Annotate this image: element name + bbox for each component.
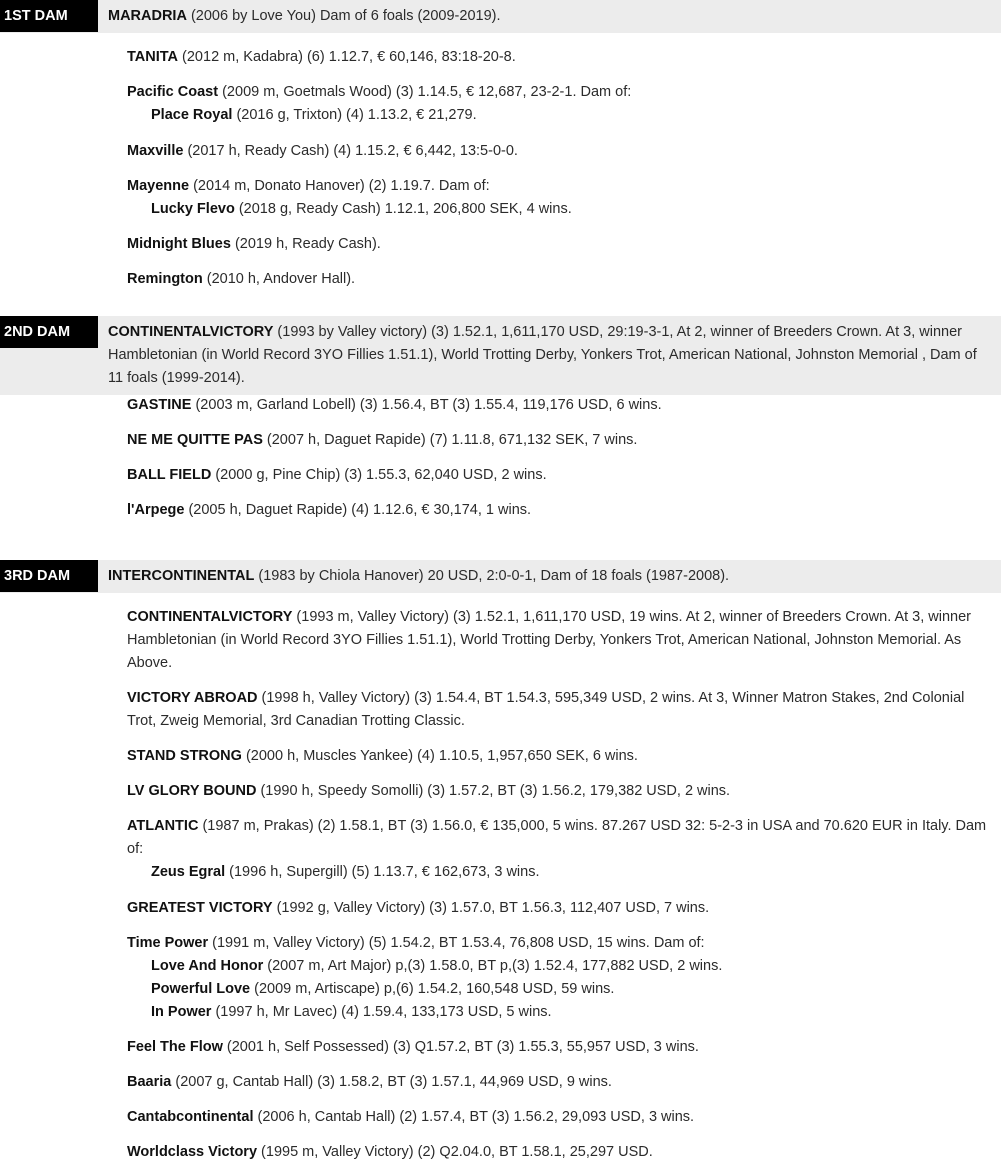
foal-details: (2000 g, Pine Chip) (3) 1.55.3, 62,040 USD, 2 wins. [211, 467, 547, 483]
foal-name: Midnight Blues [127, 236, 231, 252]
foal-name: ATLANTIC [127, 818, 199, 834]
foal-list [0, 499, 1001, 522]
foal-details: (2000 h, Muscles Yankee) (4) 1.10.5, 1,957,650 SEK, 6 wins. [241, 748, 638, 764]
foal-entry [127, 464, 987, 487]
foal-details: (2012 m, Kadabra) (6) 1.12.7, € 60,146, 83:18-20-8. [178, 49, 516, 65]
foal-name: VICTORY ABROAD [127, 690, 258, 706]
progeny-details: (1997 h, Mr Lavec) (4) 1.59.4, 133,173 USD, 5 wins. [211, 1004, 552, 1020]
foal-list [0, 745, 1001, 768]
foal-details: (2006 h, Cantab Hall) (2) 1.57.4, BT (3) 1.56.2, 29,093 USD, 3 wins. [253, 1109, 695, 1125]
foal-name: LV GLORY BOUND [127, 783, 257, 799]
foal-list [0, 394, 1001, 417]
foal-entry [127, 932, 987, 955]
foal-details: (2019 h, Ready Cash). [230, 236, 381, 252]
progeny-entry [151, 978, 1001, 1001]
foal-list [0, 81, 1001, 127]
foal-entry [127, 429, 987, 452]
foal-entry [127, 140, 987, 163]
foal-details: (2009 m, Goetmals Wood) (3) 1.14.5, € 12,687, 23-2-1. Dam of: [218, 84, 632, 100]
dam-summary [108, 560, 1001, 593]
foal-entry [127, 394, 987, 417]
progeny-details: (2009 m, Artiscape) p,(6) 1.54.2, 160,548 USD, 59 wins. [250, 981, 615, 997]
foal-entry [127, 81, 987, 104]
foal-list [0, 1071, 1001, 1094]
foal-list [0, 233, 1001, 256]
progeny-entry [151, 955, 1001, 978]
progeny-entry [151, 104, 1001, 127]
foal-entry [127, 233, 987, 256]
foal-entry [127, 606, 987, 675]
section-2nd-dam [0, 316, 1001, 395]
progeny-details: (2007 m, Art Major) p,(3) 1.58.0, BT p,(3) 1.52.4, 177,882 USD, 2 wins. [263, 958, 723, 974]
dam-details: (1983 by Chiola Hanover) 20 USD, 2:0-0-1, Dam of 18 foals (1987-2008). [254, 568, 730, 584]
foal-details: (2010 h, Andover Hall). [202, 271, 356, 287]
foal-entry [127, 780, 987, 803]
dam-name: MARADRIA [108, 8, 187, 24]
progeny-details: (1996 h, Supergill) (5) 1.13.7, € 162,673, 3 wins. [225, 864, 540, 880]
foal-name: Cantabcontinental [127, 1109, 254, 1125]
foal-list [0, 175, 1001, 221]
foal-details: (2017 h, Ready Cash) (4) 1.15.2, € 6,442, 13:5-0-0. [183, 143, 518, 159]
foal-entry [127, 687, 987, 733]
foal-entry [127, 815, 987, 861]
progeny-name: Place Royal [151, 107, 233, 123]
foal-list [0, 780, 1001, 803]
foal-name: GASTINE [127, 397, 192, 413]
foal-entry [127, 46, 987, 69]
foal-details: (1995 m, Valley Victory) (2) Q2.04.0, BT 1.58.1, 25,297 USD. [257, 1144, 653, 1160]
foal-name: Remington [127, 271, 203, 287]
section-3rd-dam [0, 560, 1001, 593]
foal-list [0, 1141, 1001, 1164]
foal-entry [127, 1141, 987, 1164]
foal-entry [127, 499, 987, 522]
dam-name: CONTINENTALVICTORY [108, 324, 274, 340]
foal-list [0, 464, 1001, 487]
progeny-details: (2016 g, Trixton) (4) 1.13.2, € 21,279. [232, 107, 477, 123]
foal-entry [127, 897, 987, 920]
foal-list [0, 268, 1001, 291]
progeny-name: Powerful Love [151, 981, 251, 997]
foal-list [0, 46, 1001, 69]
foal-details: (1987 m, Prakas) (2) 1.58.1, BT (3) 1.56.0, € 135,000, 5 wins. 87.267 USD 32: 5-2-3 in USA and 70.620 EUR in Italy. Dam of: [127, 818, 987, 857]
dam-header [0, 560, 1001, 593]
progeny-entry [151, 1001, 1001, 1024]
foal-name: STAND STRONG [127, 748, 242, 764]
foal-details: (2007 g, Cantab Hall) (3) 1.58.2, BT (3) 1.57.1, 44,969 USD, 9 wins. [171, 1074, 612, 1090]
foal-name: Worldclass Victory [127, 1144, 258, 1160]
foal-entry [127, 1106, 987, 1129]
foal-name: Baaria [127, 1074, 172, 1090]
dam-name: INTERCONTINENTAL [108, 568, 255, 584]
foal-list [0, 140, 1001, 163]
progeny-name: Zeus Egral [151, 864, 226, 880]
foal-name: GREATEST VICTORY [127, 900, 273, 916]
foal-details: (1993 m, Valley Victory) (3) 1.52.1, 1,611,170 USD, 19 wins. At 2, winner of Breeders Crown. At 3, winner Hambletonian (in World Record 3YO Fillies 1.51.1), World Trotting Derby, Yonkers Trot, American National, Johnston Memorial. As Above. [127, 609, 972, 671]
progeny-name: In Power [151, 1004, 212, 1020]
foal-name: NE ME QUITTE PAS [127, 432, 263, 448]
foal-list [0, 815, 1001, 884]
foal-name: l'Arpege [127, 502, 185, 518]
section-label: 3RD DAM [0, 560, 98, 592]
dam-summary [108, 0, 1001, 33]
foal-details: (1990 h, Speedy Somolli) (3) 1.57.2, BT (3) 1.56.2, 179,382 USD, 2 wins. [256, 783, 731, 799]
foal-details: (2001 h, Self Possessed) (3) Q1.57.2, BT (3) 1.55.3, 55,957 USD, 3 wins. [222, 1039, 699, 1055]
dam-header [0, 316, 1001, 395]
foal-entry [127, 268, 987, 291]
foal-name: TANITA [127, 49, 179, 65]
foal-name: BALL FIELD [127, 467, 212, 483]
foal-name: CONTINENTALVICTORY [127, 609, 293, 625]
foal-entry [127, 1036, 987, 1059]
section-label: 2ND DAM [0, 316, 98, 348]
foal-details: (1998 h, Valley Victory) (3) 1.54.4, BT 1.54.3, 595,349 USD, 2 wins. At 3, Winner Matron Stakes, 2nd Colonial Trot, Zweig Memorial, 3rd Canadian Trotting Classic. [127, 690, 965, 729]
foal-details: (2003 m, Garland Lobell) (3) 1.56.4, BT (3) 1.55.4, 119,176 USD, 6 wins. [191, 397, 662, 413]
foal-details: (2007 h, Daguet Rapide) (7) 1.11.8, 671,132 SEK, 7 wins. [262, 432, 638, 448]
foal-name: Pacific Coast [127, 84, 219, 100]
foal-list [0, 429, 1001, 452]
foal-name: Mayenne [127, 178, 190, 194]
foal-details: (1991 m, Valley Victory) (5) 1.54.2, BT 1.53.4, 76,808 USD, 15 wins. Dam of: [208, 935, 705, 951]
foal-entry [127, 745, 987, 768]
foal-entry [127, 1071, 987, 1094]
dam-summary [108, 316, 1001, 395]
foal-name: Maxville [127, 143, 184, 159]
foal-entry [127, 175, 987, 198]
foal-list [0, 606, 1001, 675]
progeny-entry [151, 861, 1001, 884]
foal-details: (1992 g, Valley Victory) (3) 1.57.0, BT 1.56.3, 112,407 USD, 7 wins. [272, 900, 710, 916]
foal-details: (2014 m, Donato Hanover) (2) 1.19.7. Dam of: [189, 178, 490, 194]
foal-list [0, 932, 1001, 1024]
foal-details: (2005 h, Daguet Rapide) (4) 1.12.6, € 30,174, 1 wins. [184, 502, 532, 518]
progeny-details: (2018 g, Ready Cash) 1.12.1, 206,800 SEK, 4 wins. [234, 201, 572, 217]
dam-header [0, 0, 1001, 33]
dam-details: (1993 by Valley victory) (3) 1.52.1, 1,611,170 USD, 29:19-3-1, At 2, winner of Breeders Crown. At 3, winner Hambletonian (in World Record 3YO Fillies 1.51.1), World Trotting Derby, Yonkers Trot, American National, Johnston Memorial , Dam of 11 foals (1999-2014). [108, 324, 977, 386]
foal-name: Time Power [127, 935, 209, 951]
foal-list [0, 687, 1001, 733]
foal-list [0, 897, 1001, 920]
dam-details: (2006 by Love You) Dam of 6 foals (2009-2019). [186, 8, 501, 24]
foal-list [0, 1036, 1001, 1059]
progeny-entry [151, 198, 1001, 221]
progeny-name: Love And Honor [151, 958, 264, 974]
foal-list [0, 1106, 1001, 1129]
progeny-name: Lucky Flevo [151, 201, 235, 217]
section-1st-dam [0, 0, 1001, 33]
foal-name: Feel The Flow [127, 1039, 223, 1055]
section-label: 1ST DAM [0, 0, 98, 32]
